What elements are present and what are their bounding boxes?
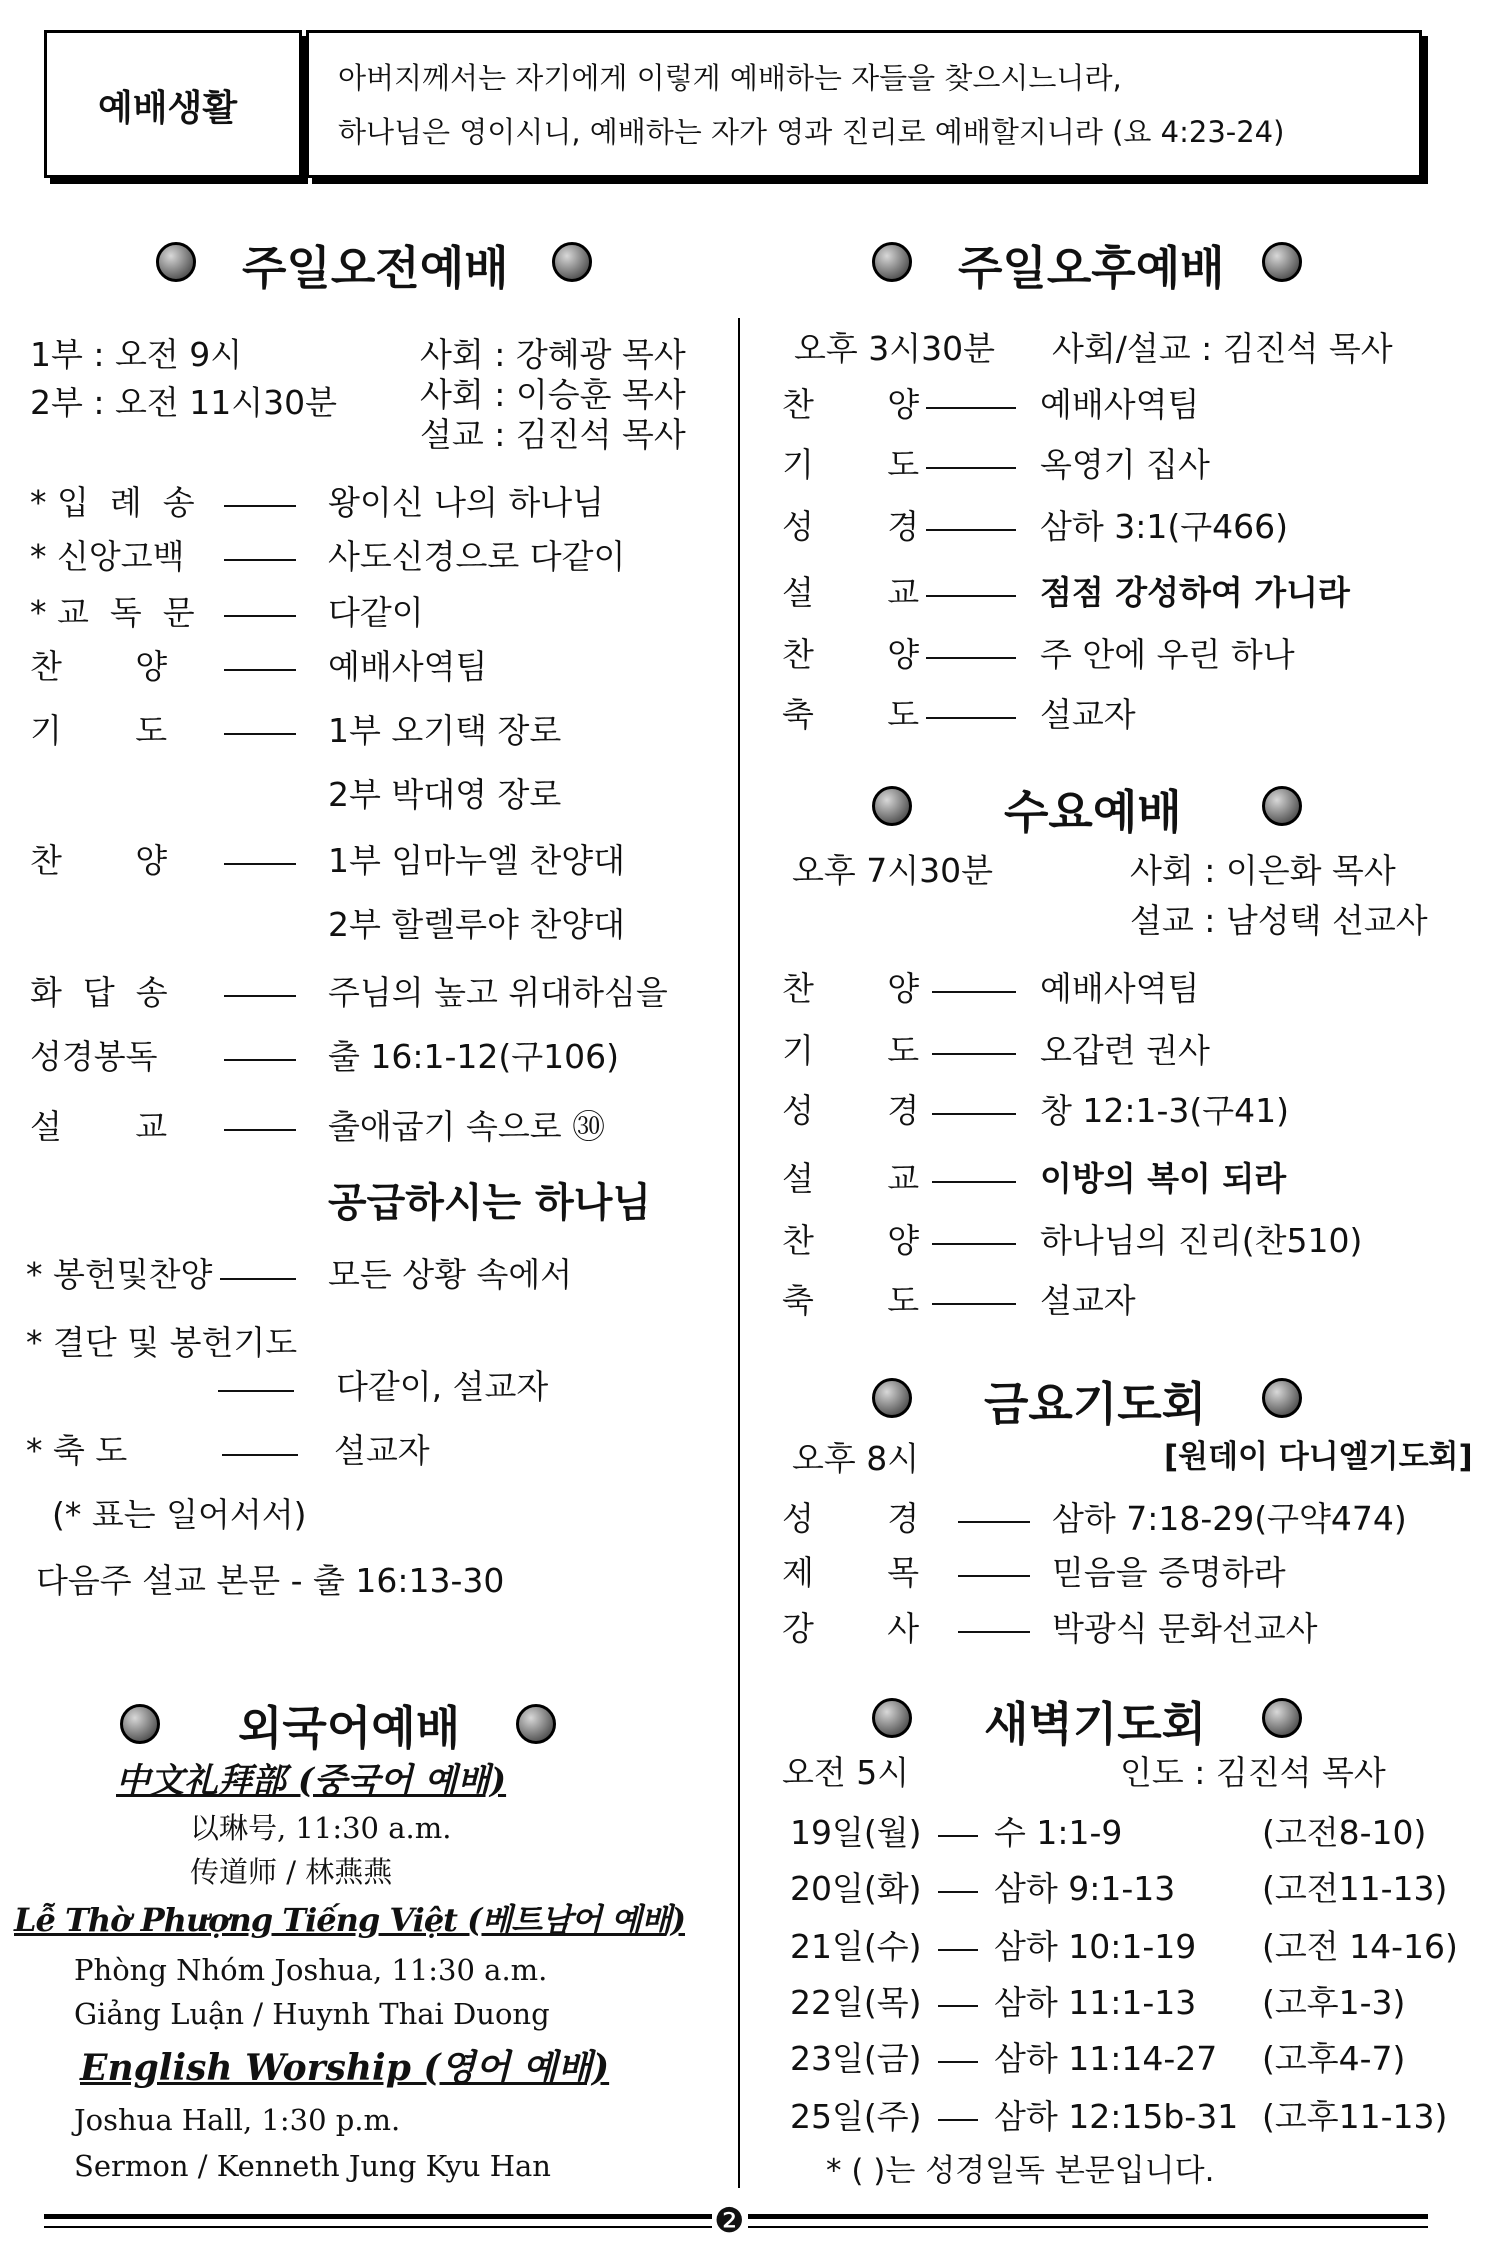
order-dash	[224, 1059, 296, 1061]
chinese-service-title: 中文礼拜部 (중국어 예배)	[116, 1761, 507, 1801]
friday-prayer-name: [원데이 다니엘기도회]	[1164, 1439, 1473, 1475]
dawn-day: 19일(월)	[790, 1813, 922, 1852]
dawn-time: 오전 5시	[782, 1753, 910, 1792]
benediction-dash	[222, 1454, 298, 1456]
order-label: 축 도	[782, 1281, 920, 1320]
order-dash	[958, 1521, 1030, 1523]
order-value: 박광식 문화선교사	[1052, 1609, 1318, 1648]
order-label: * 입 례 송	[30, 483, 195, 522]
dawn-daily-reading: (고전11-13)	[1262, 1869, 1448, 1908]
next-week-text: 다음주 설교 본문 - 출 16:13-30	[36, 1561, 505, 1600]
order-dash	[958, 1575, 1030, 1577]
wednesday-title: 수요예배	[1004, 785, 1182, 839]
order-value: 예배사역팀	[328, 647, 488, 686]
order-dash	[224, 505, 296, 507]
chinese-service-line2: 传道师 / 林燕燕	[190, 1855, 393, 1889]
header-verse-line2: 하나님은 영이시니, 예배하는 자가 영과 진리로 예배할지니라 (요 4:23-24)	[338, 115, 1285, 149]
order-label: * 교 독 문	[30, 593, 195, 632]
header-verse-line1: 아버지께서는 자기에게 이렇게 예배하는 자들을 찾으시느니라,	[338, 61, 1122, 95]
order-label: 제 목	[782, 1553, 920, 1592]
english-service-line2: Sermon / Kenneth Jung Kyu Han	[74, 2149, 551, 2183]
order-label: 강 사	[782, 1609, 920, 1648]
order-dash	[926, 407, 1016, 409]
order-value: 설교자	[1040, 695, 1136, 734]
order-value: 오갑련 권사	[1040, 1031, 1210, 1070]
order-dash	[224, 1129, 296, 1131]
bullet-dot-icon	[872, 786, 912, 826]
order-label: 찬 양	[30, 841, 168, 880]
order-dash	[224, 863, 296, 865]
offering-label: * 봉헌및찬양	[26, 1255, 213, 1294]
english-service-title: English Worship (영어 예배)	[80, 2047, 610, 2089]
order-dash	[926, 657, 1016, 659]
morning-service2-time: 2부 : 오전 11시30분	[30, 383, 337, 422]
page-number: ❷	[714, 2201, 745, 2241]
order-value: 출 16:1-12(구106)	[328, 1037, 619, 1076]
vietnamese-service-line1: Phòng Nhóm Joshua, 11:30 a.m.	[74, 1953, 548, 1987]
order-dash	[224, 669, 296, 671]
order-value: 2부 박대영 장로	[328, 775, 562, 814]
order-value: 삼하 3:1(구466)	[1040, 507, 1288, 546]
dawn-scripture: 삼하 10:1-19	[994, 1927, 1197, 1966]
dawn-day: 20일(화)	[790, 1869, 922, 1908]
afternoon-leader: 사회/설교 : 김진석 목사	[1052, 329, 1393, 368]
order-value: 1부 임마누엘 찬양대	[328, 841, 625, 880]
afternoon-time: 오후 3시30분	[794, 329, 995, 368]
order-value: 이방의 복이 되라	[1040, 1159, 1287, 1198]
dawn-dash	[938, 1891, 978, 1893]
bullet-dot-icon	[1262, 1378, 1302, 1418]
footer-rule-right	[748, 2214, 1428, 2219]
dawn-daily-reading: (고후1-3)	[1262, 1983, 1406, 2022]
wednesday-leader: 사회 : 이은화 목사	[1130, 851, 1396, 890]
bullet-dot-icon	[516, 1704, 556, 1744]
vietnamese-service-line2: Giảng Luận / Huynh Thai Duong	[74, 1997, 550, 2031]
dawn-scripture: 삼하 9:1-13	[994, 1869, 1176, 1908]
order-dash	[932, 1303, 1016, 1305]
bullet-dot-icon	[1262, 786, 1302, 826]
order-label: 기 도	[782, 1031, 920, 1070]
header-label: 예배생활	[98, 88, 238, 129]
morning-title: 주일오전예배	[242, 241, 509, 295]
order-dash	[224, 559, 296, 561]
order-dash	[224, 995, 296, 997]
foreign-title: 외국어예배	[238, 1701, 461, 1755]
order-label: 성경봉독	[30, 1037, 158, 1076]
order-value: 점점 강성하여 가니라	[1040, 573, 1350, 612]
bullet-dot-icon	[1262, 1698, 1302, 1738]
morning-leader2: 사회 : 이승훈 목사	[420, 375, 686, 414]
order-value: 주 안에 우린 하나	[1040, 635, 1295, 674]
bullet-dot-icon	[552, 242, 592, 282]
vietnamese-service-title: Lễ Thờ Phượng Tiếng Việt (베트남어 예배)	[14, 1901, 685, 1939]
dawn-daily-reading: (고전 14-16)	[1262, 1927, 1458, 1966]
dawn-day: 25일(주)	[790, 2097, 922, 2136]
column-divider	[738, 318, 740, 2188]
decision-dash	[218, 1390, 294, 1392]
order-value: 1부 오기택 장로	[328, 711, 562, 750]
order-value: 믿음을 증명하라	[1052, 1553, 1286, 1592]
standing-note: (* 표는 일어서서)	[52, 1495, 307, 1534]
order-label: 축 도	[782, 695, 920, 734]
order-label: 기 도	[782, 445, 920, 484]
morning-service1-time: 1부 : 오전 9시	[30, 335, 243, 374]
decision-label: * 결단 및 봉헌기도	[26, 1323, 298, 1362]
footer-rule-left-thin	[44, 2226, 712, 2228]
order-value: 사도신경으로 다같이	[328, 537, 626, 576]
order-value: 옥영기 집사	[1040, 445, 1210, 484]
morning-leader1: 사회 : 강혜광 목사	[420, 335, 686, 374]
dawn-leader: 인도 : 김진석 목사	[1120, 1753, 1386, 1792]
order-value: 다같이	[328, 593, 424, 632]
dawn-daily-reading: (고후11-13)	[1262, 2097, 1448, 2136]
order-value: 주님의 높고 위대하심을	[328, 973, 668, 1012]
order-label: 성 경	[782, 1499, 920, 1538]
order-dash	[958, 1631, 1030, 1633]
order-value: 설교자	[1040, 1281, 1136, 1320]
order-label: 찬 양	[30, 647, 168, 686]
order-label: 성 경	[782, 1091, 920, 1130]
bullet-dot-icon	[872, 242, 912, 282]
order-dash	[932, 991, 1016, 993]
bullet-dot-icon	[1262, 242, 1302, 282]
friday-time: 오후 8시	[792, 1439, 920, 1478]
morning-preacher: 설교 : 김진석 목사	[420, 415, 686, 454]
order-value: 왕이신 나의 하나님	[328, 483, 605, 522]
benediction-label: * 축 도	[26, 1431, 128, 1470]
dawn-dash	[938, 1949, 978, 1951]
order-value: 창 12:1-3(구41)	[1040, 1091, 1289, 1130]
order-value: 삼하 7:18-29(구약474)	[1052, 1499, 1407, 1538]
bullet-dot-icon	[120, 1704, 160, 1744]
order-value: 예배사역팀	[1040, 385, 1200, 424]
order-dash	[932, 1113, 1016, 1115]
dawn-note: * ( )는 성경일독 본문입니다.	[826, 2153, 1215, 2189]
order-label: 찬 양	[782, 969, 920, 1008]
benediction-value: 설교자	[334, 1431, 430, 1470]
order-dash	[224, 615, 296, 617]
order-label: 설 교	[782, 1159, 920, 1198]
afternoon-title: 주일오후예배	[958, 241, 1225, 295]
order-dash	[926, 529, 1016, 531]
wednesday-time: 오후 7시30분	[792, 851, 993, 890]
bullet-dot-icon	[872, 1698, 912, 1738]
offering-dash	[220, 1278, 296, 1280]
dawn-day: 23일(금)	[790, 2039, 922, 2078]
order-dash	[224, 733, 296, 735]
footer-rule-left	[44, 2214, 712, 2219]
header-verse-box	[306, 30, 1422, 178]
english-service-line1: Joshua Hall, 1:30 p.m.	[74, 2103, 401, 2137]
dawn-scripture: 수 1:1-9	[994, 1813, 1123, 1852]
order-dash	[926, 717, 1016, 719]
chinese-service-line1: 以琳号, 11:30 a.m.	[190, 1811, 452, 1845]
wednesday-preacher: 설교 : 남성택 선교사	[1130, 901, 1428, 940]
dawn-title: 새벽기도회	[984, 1697, 1207, 1751]
bullet-dot-icon	[872, 1378, 912, 1418]
dawn-day: 22일(목)	[790, 1983, 922, 2022]
dawn-dash	[938, 2005, 978, 2007]
order-value: 하나님의 진리(찬510)	[1040, 1221, 1363, 1260]
order-label: 찬 양	[782, 635, 920, 674]
order-value: 2부 할렐루야 찬양대	[328, 905, 625, 944]
order-value: 출애굽기 속으로 ㉚	[328, 1107, 606, 1146]
order-dash	[926, 467, 1016, 469]
dawn-dash	[938, 1835, 978, 1837]
dawn-scripture: 삼하 12:15b-31	[994, 2097, 1239, 2136]
dawn-dash	[938, 2061, 978, 2063]
dawn-day: 21일(수)	[790, 1927, 922, 1966]
order-label: 설 교	[30, 1107, 168, 1146]
order-dash	[932, 1053, 1016, 1055]
order-label: 찬 양	[782, 385, 920, 424]
bullet-dot-icon	[156, 242, 196, 282]
order-label: 찬 양	[782, 1221, 920, 1260]
offering-value: 모든 상황 속에서	[328, 1255, 573, 1294]
order-dash	[926, 595, 1016, 597]
friday-title: 금요기도회	[984, 1377, 1207, 1431]
dawn-dash	[938, 2119, 978, 2121]
dawn-daily-reading: (고후4-7)	[1262, 2039, 1406, 2078]
order-value: 예배사역팀	[1040, 969, 1200, 1008]
order-label: 화 답 송	[30, 973, 168, 1012]
order-label: 성 경	[782, 507, 920, 546]
dawn-daily-reading: (고전8-10)	[1262, 1813, 1427, 1852]
order-dash	[932, 1243, 1016, 1245]
morning-sermon-title: 공급하시는 하나님	[328, 1180, 652, 1226]
order-label: 기 도	[30, 711, 168, 750]
order-label: 설 교	[782, 573, 920, 612]
order-label: * 신앙고백	[30, 537, 185, 576]
dawn-scripture: 삼하 11:14-27	[994, 2039, 1218, 2078]
dawn-scripture: 삼하 11:1-13	[994, 1983, 1197, 2022]
decision-value: 다같이, 설교자	[336, 1367, 549, 1406]
order-dash	[932, 1181, 1016, 1183]
footer-rule-right-thin	[748, 2226, 1428, 2228]
